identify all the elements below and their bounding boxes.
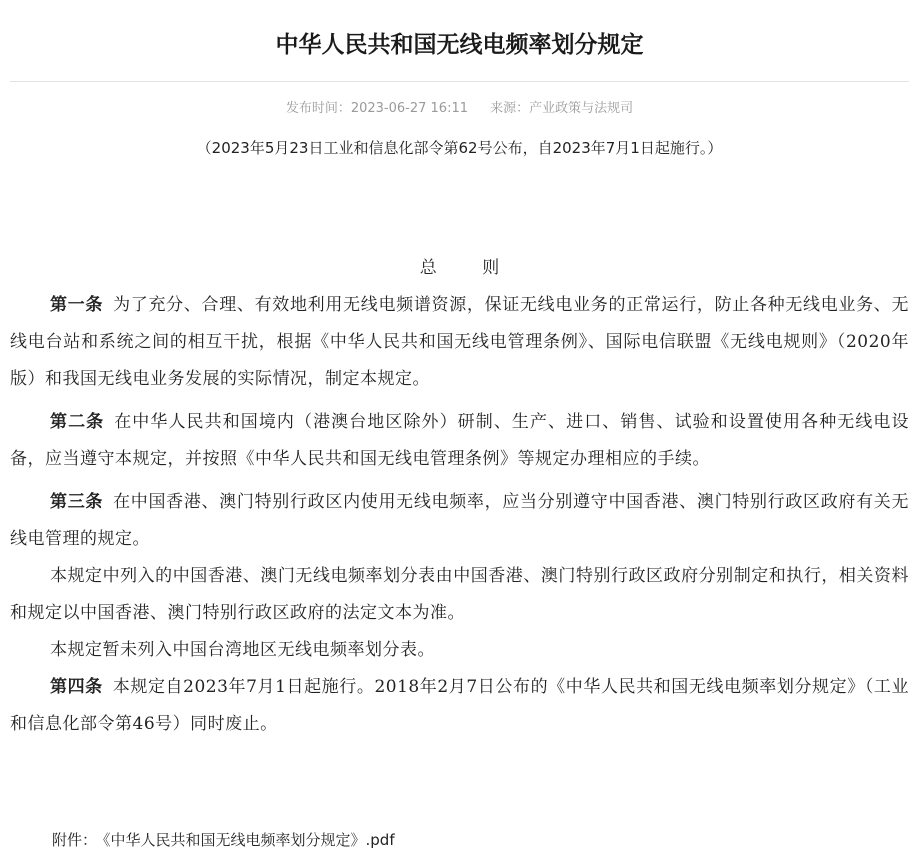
- attachment-label: 附件：: [52, 831, 98, 849]
- clause-label: 第一条: [50, 295, 104, 315]
- clause-label: 第三条: [50, 492, 104, 512]
- article-meta: [10, 100, 909, 118]
- chapter-title: 总 则: [419, 258, 520, 278]
- attachment-link[interactable]: 《中华人民共和国无线电频率划分规定》.pdf: [103, 831, 395, 849]
- clause-3: [10, 484, 909, 558]
- clause-text: 在中华人民共和国境内（港澳台地区除外）研制、生产、进口、销售、试验和设置使用各种无线电设备，应当遵守本规定，并按照《中华人民共和国无线电管理条例》等规定办理相应的手续。: [10, 412, 910, 469]
- clause-3-paragraph-2: 本规定中列入的中国香港、澳门无线电频率划分表由中国香港、澳门特别行政区政府分别制定和执行，相关资料和规定以中国香港、澳门特别行政区政府的法定文本为准。: [10, 566, 909, 623]
- article-source: 来源：产业政策与法规司: [490, 101, 634, 116]
- title-divider: [10, 81, 909, 82]
- clause-label: 第二条: [50, 412, 105, 432]
- clause-text: 在中国香港、澳门特别行政区内使用无线电频率，应当分别遵守中国香港、澳门特别行政区政府有关无线电管理的规定。: [10, 492, 910, 549]
- decree-note: （2023年5月23日工业和信息化部令第62号公布，自2023年7月1日起施行。）: [196, 139, 723, 157]
- article-title: 中华人民共和国无线电频率划分规定: [275, 32, 644, 58]
- clause-label: 第四条: [50, 677, 103, 697]
- clause-text: 为了充分、合理、有效地利用无线电频谱资源，保证无线电业务的正常运行，防止各种无线电业务、无线电台站和系统之间的相互干扰，根据《中华人民共和国无线电管理条例》、国际电信联盟《无线电规则》（2020年版）和我国无线电业务发展的实际情况，制定本规定。: [10, 295, 910, 389]
- clause-1: [10, 287, 909, 398]
- clause-3-paragraph-3: 本规定暂未列入中国台湾地区无线电频率划分表。: [50, 640, 435, 660]
- article-body: [10, 287, 909, 743]
- attachment: [52, 829, 395, 851]
- clause-text: 本规定自2023年7月1日起施行。2018年2月7日公布的《中华人民共和国无线电频率划分规定》（工业和信息化部令第46号）同时废止。: [10, 677, 909, 734]
- clause-2: [10, 404, 909, 478]
- publish-time: 发布时间：2023-06-27 16:11: [285, 101, 468, 116]
- clause-4: [10, 669, 909, 743]
